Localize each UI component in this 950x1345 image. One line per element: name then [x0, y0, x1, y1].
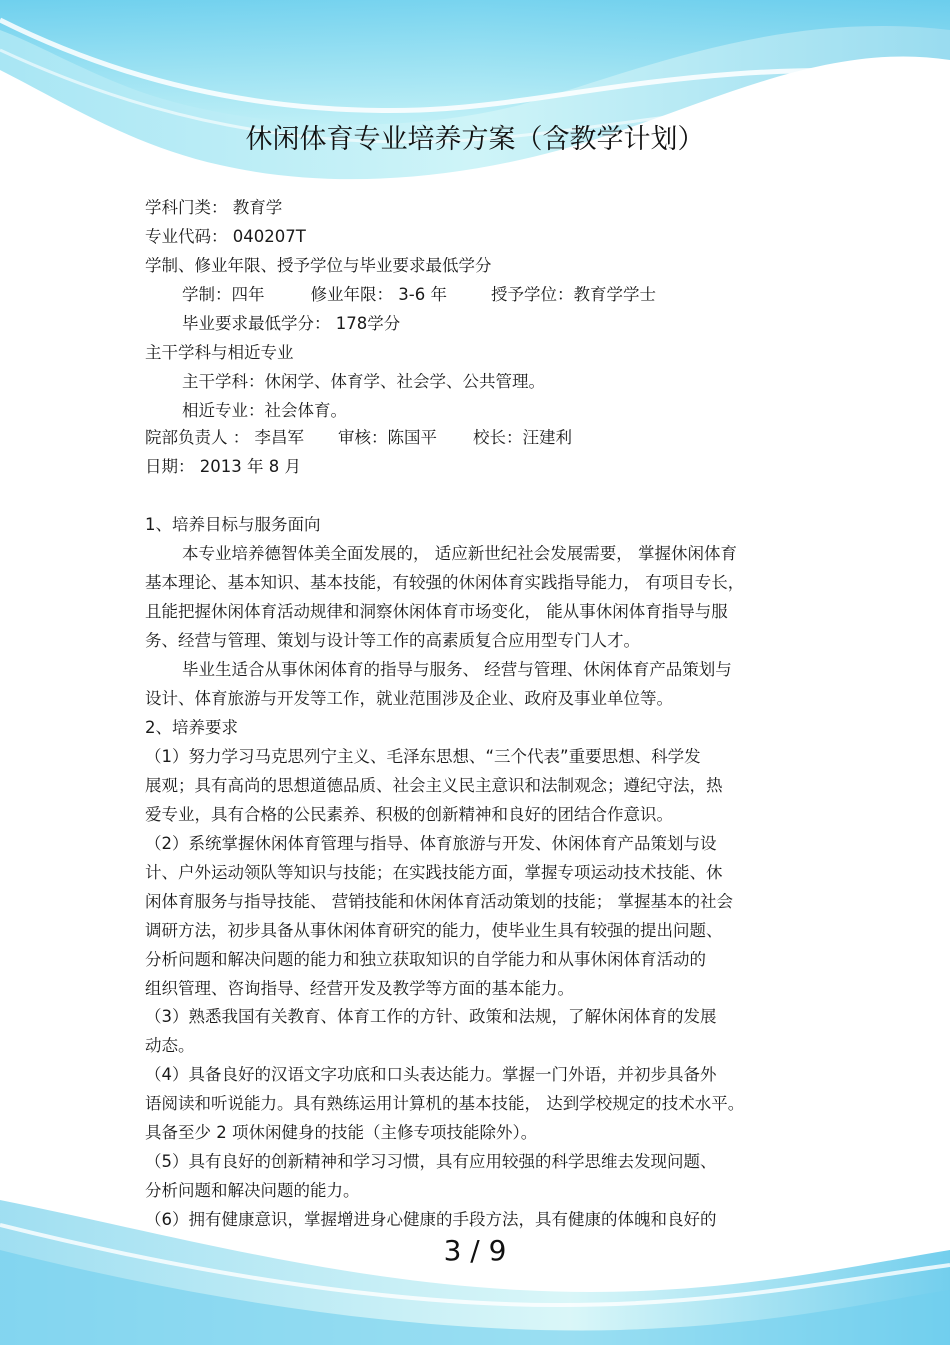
- system-heading: 学制、修业年限、授予学位与毕业要求最低学分: [145, 256, 492, 275]
- main-disciplines: 主干学科：休闲学、体育学、社会学、公共管理。: [182, 372, 545, 391]
- section2-line: 分析问题和解决问题的能力和独立获取知识的自学能力和从事休闲体育活动的: [145, 950, 706, 969]
- president: 校长：汪建利: [473, 428, 572, 447]
- section2-line: （2）系统掌握休闲体育管理与指导、体育旅游与开发、休闲体育产品策划与设: [145, 834, 717, 853]
- section2-line: 组织管理、咨询指导、经营开发及教学等方面的基本能力。: [145, 979, 574, 998]
- dept-head: 院部负责人 ： 李昌军: [145, 428, 304, 447]
- section2-line: 分析问题和解决问题的能力。: [145, 1181, 360, 1200]
- section2-line: 展观；具有高尚的思想道德品质、社会主义民主意识和法制观念；遵纪守法，热: [145, 776, 723, 795]
- study-system-row: [182, 280, 656, 309]
- major-heading: 主干学科与相近专业: [145, 343, 294, 362]
- document-title: 休闲体育专业培养方案（含教学计划）: [245, 124, 705, 155]
- reviewer: 审核：陈国平: [338, 428, 437, 447]
- section2-line: 具备至少 2 项休闲健身的技能（主修专项技能除外）。: [145, 1123, 538, 1142]
- section2-line: （5）具有良好的创新精神和学习习惯，具有应用较强的科学思维去发现问题、: [145, 1152, 717, 1171]
- section1-line: 基本理论、基本知识、基本技能，有较强的休闲体育实践指导能力， 有项目专长，: [145, 573, 745, 592]
- section1-line: 且能把握休闲体育活动规律和洞察休闲体育市场变化， 能从事休闲体育指导与服: [145, 602, 728, 621]
- section1-line: 设计、体育旅游与开发等工作，就业范围涉及企业、政府及事业单位等。: [145, 689, 673, 708]
- section1-heading: 1、培养目标与服务面向: [145, 515, 321, 534]
- section2-line: 动态。: [145, 1036, 195, 1055]
- section2-line: 计、户外运动领队等知识与技能；在实践技能方面，掌握专项运动技术技能、休: [145, 863, 723, 882]
- signatories-row: [145, 423, 572, 452]
- section1-line: 务、经营与管理、策划与设计等工作的高素质复合应用型专门人才。: [145, 631, 640, 650]
- discipline-category: 学科门类： 教育学: [145, 198, 283, 217]
- degree-awarded: 授予学位：教育学学士: [490, 285, 656, 304]
- document-date: 日期： 2013 年 8 月: [145, 457, 301, 476]
- section2-line: 闲体育服务与指导技能、 营销技能和休闲体育活动策划的技能； 掌握基本的社会: [145, 892, 733, 911]
- min-credits: 毕业要求最低学分： 178学分: [182, 314, 401, 333]
- related-major: 相近专业：社会体育。: [182, 401, 347, 420]
- study-years: 修业年限： 3-6 年: [310, 285, 447, 304]
- section2-line: （1）努力学习马克思列宁主义、毛泽东思想、“三个代表”重要思想、科学发: [145, 747, 701, 766]
- major-code: 专业代码： 040207T: [145, 227, 306, 246]
- section1-line: 毕业生适合从事休闲体育的指导与服务、 经营与管理、休闲体育产品策划与: [182, 660, 732, 679]
- page-number: 3 / 9: [443, 1234, 507, 1267]
- section2-line: （3）熟悉我国有关教育、体育工作的方针、政策和法规，了解休闲体育的发展: [145, 1007, 717, 1026]
- section2-line: （4）具备良好的汉语文字功底和口头表达能力。掌握一门外语，并初步具备外: [145, 1065, 717, 1084]
- section2-line: 调研方法，初步具备从事休闲体育研究的能力，使毕业生具有较强的提出问题、: [145, 921, 723, 940]
- section2-line: 爱专业，具有合格的公民素养、积极的创新精神和良好的团结合作意识。: [145, 805, 673, 824]
- system-length: 学制：四年: [182, 285, 265, 304]
- section1-line: 本专业培养德智体美全面发展的， 适应新世纪社会发展需要， 掌握休闲体育: [182, 544, 737, 563]
- section2-line: 语阅读和听说能力。具有熟练运用计算机的基本技能， 达到学校规定的技术水平。: [145, 1094, 745, 1113]
- section2-heading: 2、培养要求: [145, 718, 238, 737]
- section2-line: （6）拥有健康意识，掌握增进身心健康的手段方法，具有健康的体魄和良好的: [145, 1210, 717, 1229]
